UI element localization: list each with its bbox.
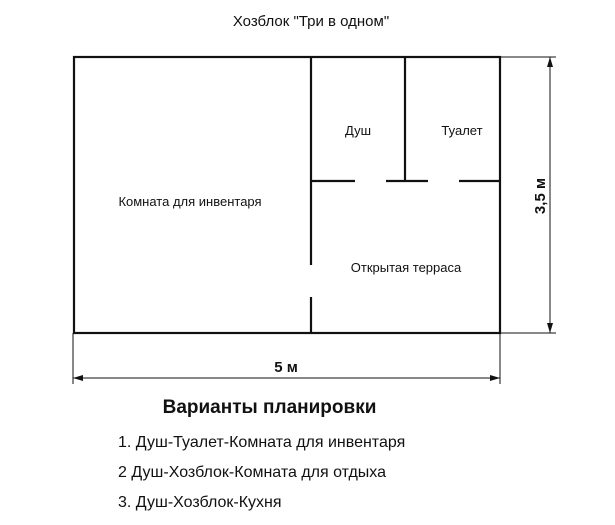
height-dimension-label: 3,5 м: [532, 177, 549, 215]
room-label-storage: Комната для инвентаря: [118, 194, 262, 209]
plan-title: Хозблок "Три в одном": [232, 13, 390, 30]
height-arrow-bottom: [547, 323, 553, 333]
width-dimension-label: 5 м: [274, 359, 298, 376]
variant-item-1: 1. Душ-Туалет-Комната для инвентаря: [118, 434, 406, 451]
variants-list: [118, 428, 405, 518]
room-label-shower: Душ: [344, 123, 372, 138]
variant-item-2: 2 Душ-Хозблок-Комната для отдыха: [118, 464, 387, 481]
variants-heading: Варианты планировки: [162, 397, 377, 418]
height-arrow-top: [547, 57, 553, 67]
room-label-toilet: Туалет: [441, 123, 483, 138]
width-arrow-right: [490, 375, 500, 381]
room-label-terrace: Открытая терраса: [350, 260, 462, 275]
variant-item-3: 3. Душ-Хозблок-Кухня: [118, 494, 282, 511]
width-arrow-left: [73, 375, 83, 381]
